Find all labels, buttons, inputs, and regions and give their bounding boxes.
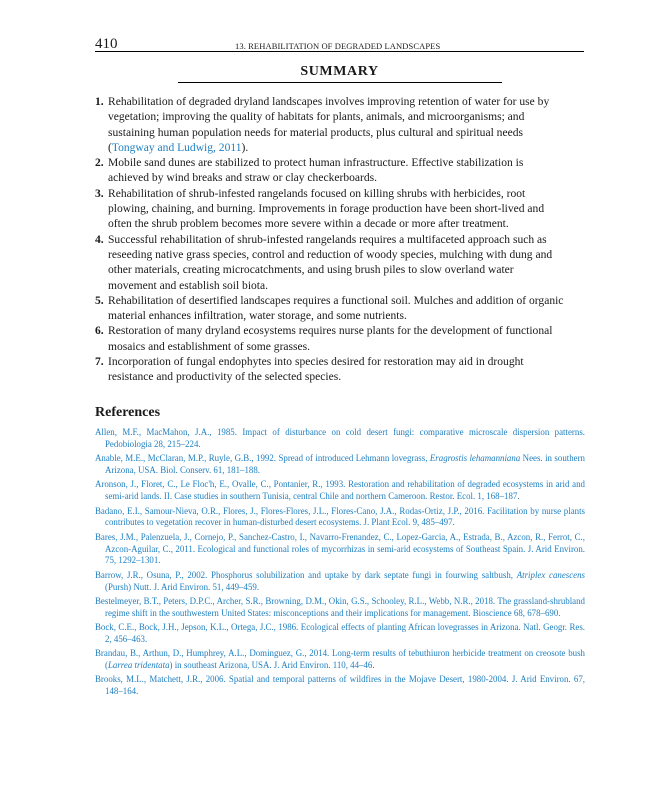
page-number: 410 (95, 36, 118, 52)
summary-item (95, 294, 565, 325)
summary-item-number: 6. (95, 325, 104, 338)
summary-item-text: Successful rehabilitation of shrub-infested rangelands requires a multifaceted approach such as reseeding native grass species, control and reduction of woody species, mulching with dung and other materials, creating microcatchments, and using brush piles to slow overland water movement and establish soil biota. (108, 233, 553, 292)
summary-item-number: 1. (95, 96, 104, 108)
reference-text: Bestelmeyer, B.T., Peters, D.P.C., Archer, S.R., Browning, D.M., Okin, G.S., Schooley, R.L., Webb, N.R., 2018. The grassland-shrubland regime shift in the southwestern United States: misconceptions and their implications for management. Bioscience 68, 678–690. (95, 595, 585, 618)
summary-item-number: 4. (95, 233, 104, 246)
reference-text: Barrow, J.R., Osuna, P., 2002. Phosphorus solubilization and uptake by dark septate fungi in fourwing saltbush, (95, 569, 517, 580)
reference-entry[interactable] (95, 453, 585, 477)
reference-text: Anable, M.E., McClaran, M.P., Ruyle, G.B., 1992. Spread of introduced Lehmann lovegrass, (95, 453, 430, 464)
summary-item (95, 156, 565, 187)
reference-entry[interactable] (95, 506, 585, 530)
summary-item-text: Restoration of many dryland ecosystems requires nurse plants for the development of functional mosaics and establishment of some grasses. (108, 325, 553, 353)
summary-rule (178, 82, 502, 83)
reference-entry[interactable] (95, 596, 585, 620)
reference-text: Badano, E.I., Samour-Nieva, O.R., Flores, J., Flores-Flores, J.L., Flores-Cano, J.A., Rodas-Ortiz, J.P., 2016. Facilitation by nurse plants contributes to vegetation recover in human-disturbed desert ecosystems. J. Plant Ecol. 9, 485–497. (95, 505, 585, 528)
reference-entry[interactable] (95, 570, 585, 594)
reference-text: Bares, J.M., Palenzuela, J., Cornejo, P., Sanchez-Castro, I., Navarro-Frenandez, C., Lopez-Garcia, A., Estrada, B., Azcon, R., Ferrot, C., Azcon-Aguilar, C., 2011. Ecological and functional roles of mycorrhizas in semi-arid ecosystems of Southeast Spain. J. Arid Environ. 75, 1292–1301. (95, 531, 585, 566)
reference-entry[interactable] (95, 479, 585, 503)
summary-item-number: 5. (95, 294, 104, 307)
reference-text: Allen, M.F., MacMahon, J.A., 1985. Impact of disturbance on cold desert fungi: comparative microscale dispersion patterns. Pedobiologia 28, 215–224. (95, 427, 585, 449)
summary-item (95, 355, 565, 386)
reference-entry[interactable] (95, 532, 585, 567)
summary-item-text: Rehabilitation of desertified landscapes requires a functional soil. Mulches and addition of organic material enhances infiltration, water storage, and some nutrients. (108, 294, 564, 323)
summary-item (95, 187, 565, 233)
summary-item (95, 95, 565, 156)
summary-item-number: 3. (95, 187, 104, 200)
reference-text-end: ) in southeast Arizona, USA. J. Arid Environ. 110, 44–46. (169, 660, 375, 671)
summary-item-number: 7. (95, 356, 104, 369)
reference-entry[interactable] (95, 674, 585, 698)
references-list (95, 427, 585, 701)
summary-list (95, 95, 565, 386)
reference-text: Aronson, J., Floret, C., Le Floc'h, E., Ovalle, C., Pontanier, R., 1993. Restoration and rehabilitation of degraded ecosystems in arid and semi-arid lands. II. Case studies in southern Tunisia, central Chile and northern Cameroon. Restor. Ecol. 1, 168–187. (95, 479, 585, 502)
reference-species: Eragrostis lehamanniana (429, 453, 521, 464)
summary-item-text: Rehabilitation of shrub-infested rangelands focused on killing shrubs with herbicides, root plowing, chaining, and burning. Improvements in forage production have been short-lived and often the shrub problem becomes more severe within a decade or more after treatment. (108, 187, 545, 231)
references-heading: References (95, 405, 161, 420)
page-header (95, 31, 584, 52)
reference-text: Brandau, B., Arthun, D., Humphrey, A.L., Dominguez, G., 2014. Long-term results of tebuthiuron herbicide treatment on creosote bush ( (95, 648, 585, 671)
summary-heading: SUMMARY (300, 64, 379, 79)
reference-species: Atriplex canescens (516, 569, 585, 580)
reference-entry[interactable] (95, 648, 585, 672)
summary-item-text: Mobile sand dunes are stabilized to protect human infrastructure. Effective stabilization is achieved by wind breaks and straw or clay checkerboards. (108, 157, 524, 185)
reference-entry[interactable] (95, 427, 585, 451)
summary-item-number: 2. (95, 157, 104, 170)
summary-item-text-end: ). (241, 141, 249, 154)
citation-link[interactable]: Tongway and Ludwig, 2011 (111, 141, 242, 154)
summary-item (95, 233, 565, 294)
reference-text-end: Nees. in southern Arizona, USA. Biol. Conserv. 61, 181–188. (105, 453, 585, 475)
reference-text-end: (Pursh) Nutt. J. Arid Environ. 51, 449–459. (105, 581, 260, 592)
running-head: 13. REHABILITATION OF DEGRADED LANDSCAPES (235, 41, 441, 51)
summary-item-text: Incorporation of fungal endophytes into species desired for restoration may aid in drought resistance and productivity of the selected species. (108, 356, 524, 384)
reference-entry[interactable] (95, 622, 585, 646)
summary-item-text: Rehabilitation of degraded dryland landscapes involves improving retention of water for use by vegetation; improving the quality of habitats for plants, animals, and microorganisms; and sustaining human population needs for material products, plus cultural and spiritual needs ( (108, 96, 550, 154)
reference-text: Bock, C.E., Bock, J.H., Jepson, K.L., Ortega, J.C., 1986. Ecological effects of planting African lovegrasses in Arizona. Natl. Geogr. Res. 2, 456–463. (95, 622, 585, 644)
reference-species: Larrea tridentata (107, 660, 170, 671)
reference-text: Brooks, M.L., Matchett, J.R., 2006. Spatial and temporal patterns of wildfires in the Mojave Desert, 1980-2004. J. Arid Environ. 67, 148–164. (95, 674, 585, 697)
summary-item (95, 324, 565, 355)
